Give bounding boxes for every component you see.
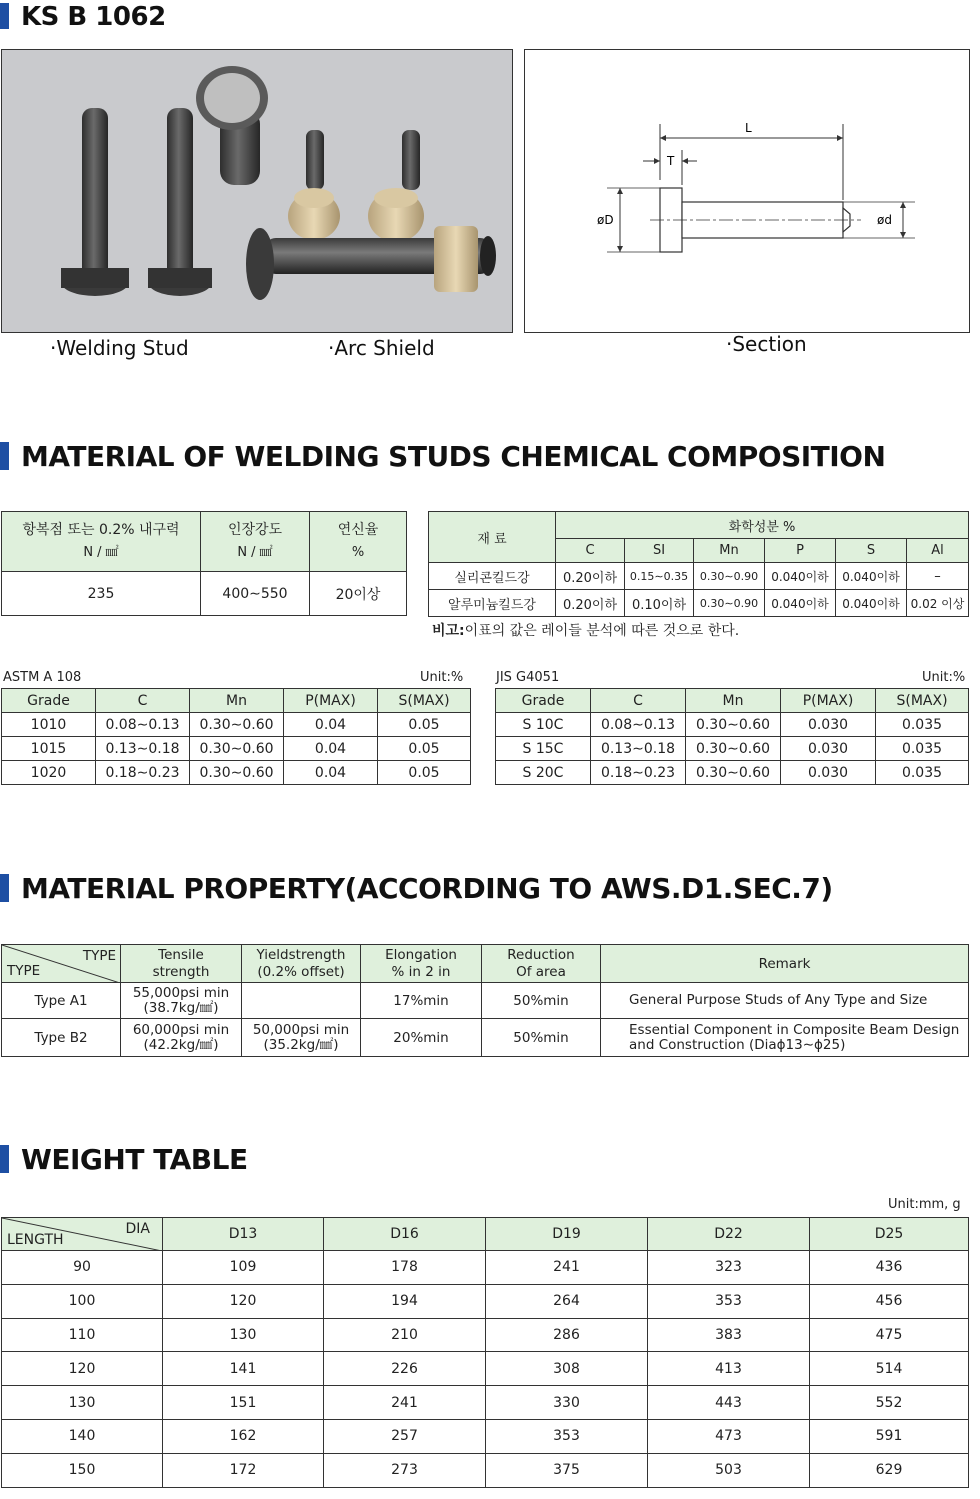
tensile-header: 인장강도 N / ㎟ [201,512,310,572]
type-header: TYPE TYPE [2,945,121,983]
dim-L-label: L [745,121,752,135]
section-caption: ·Section [726,332,807,356]
table-row: 1015 0.13∼0.18 0.30∼0.60 0.04 0.05 [2,737,471,761]
dim-T-label: T [667,154,675,168]
table-row: 130 151 241 330 443 552 [2,1386,969,1420]
astm-unit: Unit:% [420,670,464,685]
elongation-header: 연신율 % [310,512,407,572]
composition-note: 비고:이표의 값은 레이들 분석에 따른 것으로 한다. [432,623,740,639]
stud-illustration [2,50,512,332]
jis-table: Grade C Mn P(MAX) S(MAX) S 10C 0.08∼0.13 0.30∼0.60 0.030 0.035 S 15C 0.13∼0.18 0.30∼0.60 0.030 0.035 S 20C 0.18∼0.23 0.30∼0.60 0.030 0.035 [495,688,969,785]
table-row: 140 162 257 353 473 591 [2,1419,969,1453]
elongation-value: 20이상 [310,572,407,616]
yield-header: 항복점 또는 0.2% 내구력 N / ㎟ [2,512,201,572]
property-table: TYPE TYPE Tensile strength Yieldstrength (0.2% offset) Elongation % in 2 in Reduction Of area Remark Type A1 55,000psi min (38.7kg/㎟) 17%min 50%min General Purpose Studs of Any Type and Size Type B2 60,000psi min (42.2kg/㎟) 50,000psi min (35.2kg/㎟) 20%min 50%min Essential Component in Composite Beam Design and Construction (Diaϕ13∼ϕ25) [1,944,969,1057]
astm-label: ASTM A 108 [3,670,82,685]
composition-group-header: 화학성분 % [556,512,969,539]
composition-col-headers: C SI Mn P S Al [429,539,969,563]
tensile-value: 400∼550 [201,572,310,616]
yield-value: 235 [2,572,201,616]
table-row: 90 109 178 241 323 436 [2,1251,969,1285]
dim-oD-label: øD [597,213,614,227]
weight-table: DIA LENGTH D13 D16 D19 D22 D25 90 109 178 241 323 436 100 120 194 264 353 456 110 130 210 286 383 475 120 141 226 308 413 514 130 151 241 330 443 552 140 162 257 353 473 591 150 172 273 375 503 629 [1,1217,969,1488]
stud-photo [1,49,513,333]
dia-length-header: DIA LENGTH [2,1218,163,1251]
arc-shield-caption: ·Arc Shield [328,336,435,360]
table-row: S 10C 0.08∼0.13 0.30∼0.60 0.030 0.035 [496,713,969,737]
table-row: Type B2 60,000psi min (42.2kg/㎟) 50,000psi min (35.2kg/㎟) 20%min 50%min Essential Component in Composite Beam Design and Construction (Diaϕ13∼ϕ25) [2,1019,969,1057]
table-row: S 15C 0.13∼0.18 0.30∼0.60 0.030 0.035 [496,737,969,761]
table-row: Type A1 55,000psi min (38.7kg/㎟) 17%min 50%min General Purpose Studs of Any Type and Size [2,983,969,1019]
table-row: 120 141 226 308 413 514 [2,1352,969,1386]
weight-section-title: WEIGHT TABLE [0,1143,248,1176]
weight-unit: Unit:mm, g [888,1197,961,1212]
page-title: KS B 1062 [0,2,166,32]
jis-label: JIS G4051 [496,670,560,685]
welding-stud-caption: ·Welding Stud [50,336,189,360]
table-row: 110 130 210 286 383 475 [2,1318,969,1352]
material-header: 재 료 [429,512,556,563]
table-row: 1020 0.18∼0.23 0.30∼0.60 0.04 0.05 [2,761,471,785]
composition-table [428,511,969,617]
table-row: S 20C 0.18∼0.23 0.30∼0.60 0.030 0.035 [496,761,969,785]
table-row: 150 172 273 375 503 629 [2,1453,969,1487]
section-drawing-frame [524,49,970,333]
section-drawing [525,50,969,332]
dim-od-label: ød [877,213,892,227]
property-section-title: MATERIAL PROPERTY(ACCORDING TO AWS.D1.SEC.7) [0,872,833,905]
jis-unit: Unit:% [922,670,966,685]
table-row: 1010 0.08∼0.13 0.30∼0.60 0.04 0.05 [2,713,471,737]
table-row: 실리콘킬드강 0.20이하 0.15∼0.35 0.30∼0.90 0.040이하 0.040이하 – [429,563,969,590]
table-row: 알루미늄킬드강 0.20이하 0.10이하 0.30∼0.90 0.040이하 0.040이하 0.02 이상 [429,590,969,617]
mechanical-table [1,511,407,616]
chem-section-title: MATERIAL OF WELDING STUDS CHEMICAL COMPOSITION [0,440,885,473]
table-row: 100 120 194 264 353 456 [2,1284,969,1318]
astm-table: Grade C Mn P(MAX) S(MAX) 1010 0.08∼0.13 0.30∼0.60 0.04 0.05 1015 0.13∼0.18 0.30∼0.60 0.04 0.05 1020 0.18∼0.23 0.30∼0.60 0.04 0.05 [1,688,471,785]
